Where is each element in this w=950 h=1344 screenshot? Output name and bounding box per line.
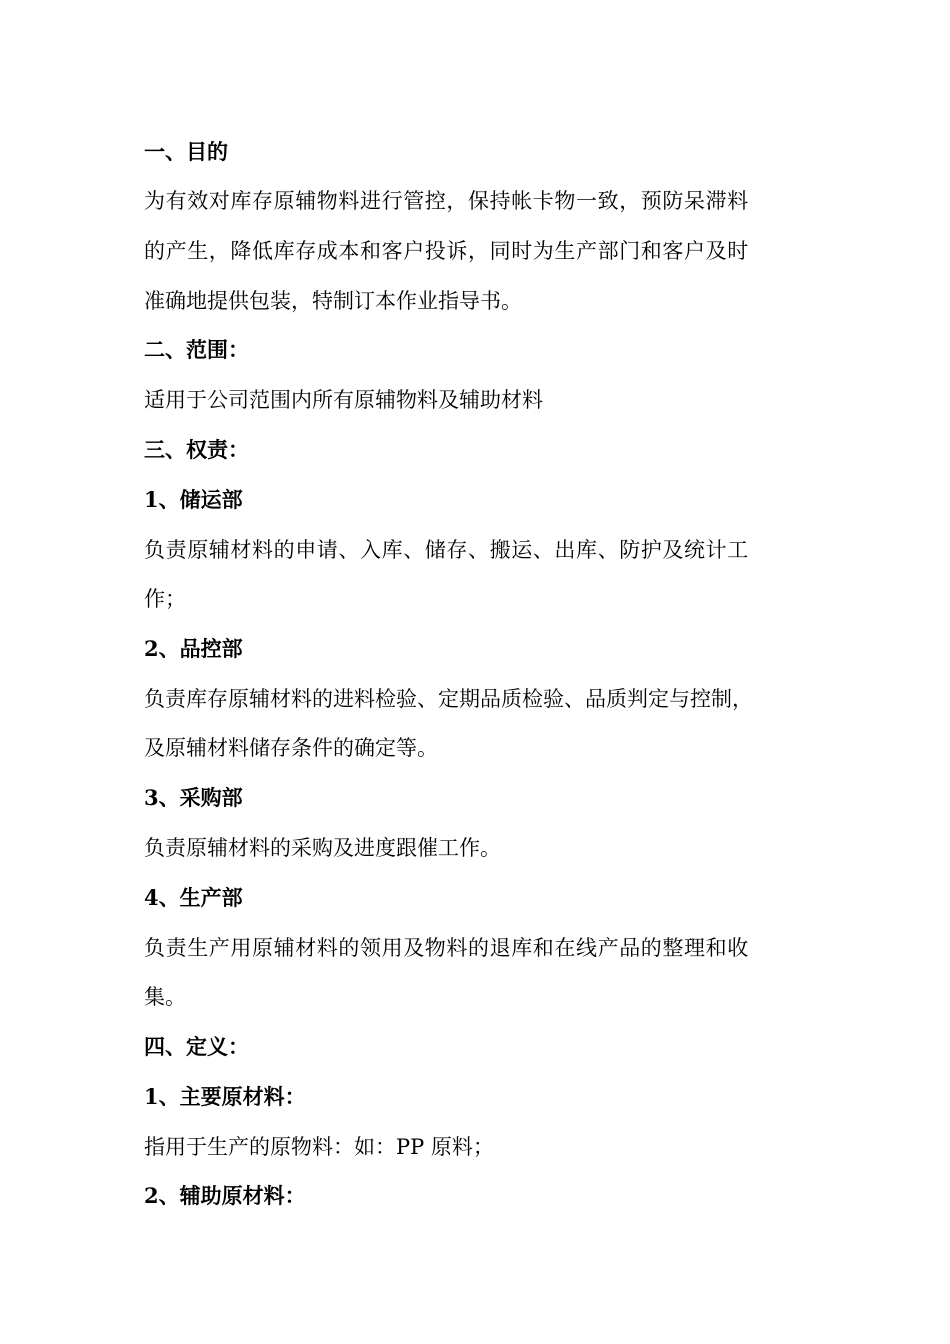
paragraph-line: 负责原辅材料的采购及进度跟催工作。	[144, 836, 501, 860]
section-heading-definitions: 四、定义：	[144, 1034, 249, 1059]
paragraph-line: 的产生，降低库存成本和客户投诉，同时为生产部门和客户及时	[144, 239, 749, 263]
paragraph-line: 负责生产用原辅材料的领用及物料的退库和在线产品的整理和收	[144, 936, 749, 960]
paragraph-line: 适用于公司范围内所有原辅物料及辅助材料	[144, 388, 543, 412]
paragraph-line: 负责库存原辅材料的进料检验、定期品质检验、品质判定与控制，	[144, 687, 753, 711]
paragraph-line: 为有效对库存原辅物料进行管控，保持帐卡物一致，预防呆滞料	[144, 189, 749, 213]
section-heading-responsibilities: 三、权责：	[144, 437, 249, 462]
subheading-storage-department: 1、储运部	[144, 487, 243, 512]
subheading-main-raw-materials: 1、主要原材料：	[144, 1084, 306, 1109]
section-heading-purpose: 一、目的	[144, 139, 228, 164]
paragraph-line: 作；	[144, 587, 186, 611]
subheading-quality-department: 2、品控部	[144, 636, 243, 661]
section-heading-scope: 二、范围：	[144, 337, 249, 362]
subheading-purchasing-department: 3、采购部	[144, 785, 243, 810]
paragraph-line: 及原辅材料储存条件的确定等。	[144, 736, 438, 760]
subheading-auxiliary-raw-materials: 2、辅助原材料：	[144, 1183, 306, 1208]
paragraph-line: 集。	[144, 985, 186, 1009]
paragraph-line: 指用于生产的原物料：如：PP 原料；	[144, 1135, 494, 1159]
paragraph-line: 负责原辅材料的申请、入库、储存、搬运、出库、防护及统计工	[144, 538, 749, 562]
paragraph-line: 准确地提供包装，特制订本作业指导书。	[144, 289, 522, 313]
subheading-production-department: 4、生产部	[144, 885, 243, 910]
